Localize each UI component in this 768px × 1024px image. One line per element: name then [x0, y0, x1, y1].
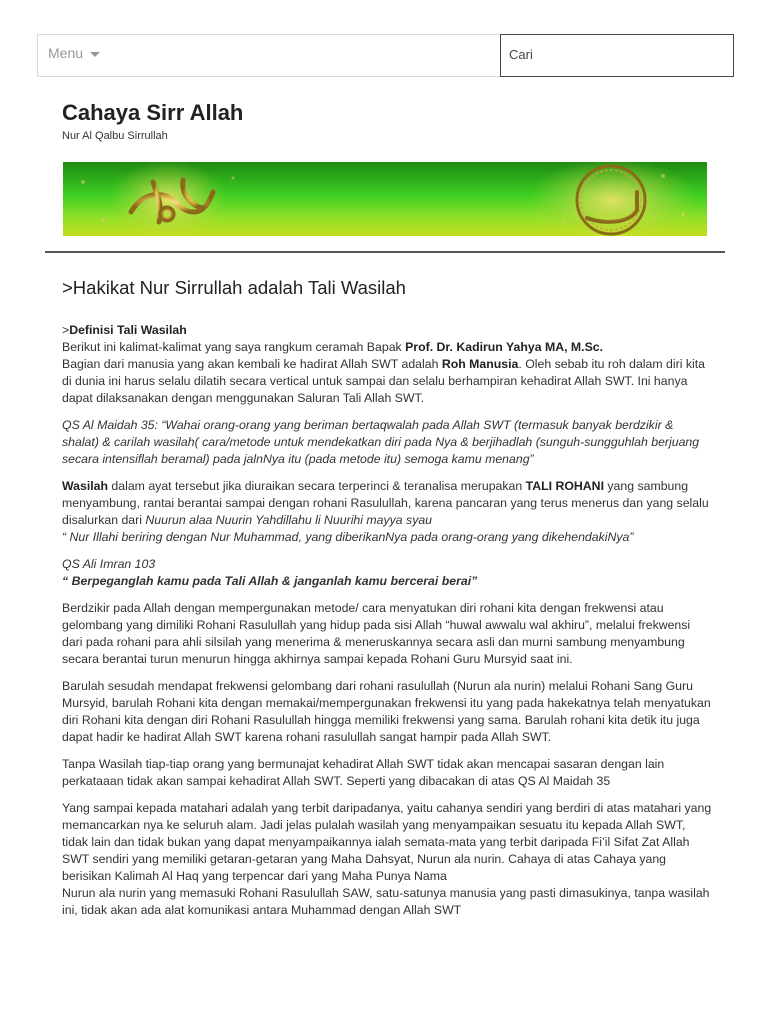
paragraph-definition — [62, 322, 712, 407]
quote-text: QS Al Maidah 35: “Wahai orang-orang yang beriman bertaqwalah pada Allah SWT (termasuk banyak berdzikir & shalat) & carilah wasilah( cara/metode untuk mendekatkan diri pada Nya & berjihadlah (sunguh-sungguhlah berjuang secara intensiflah beramal) pada jalnNya itu (pada metode itu) semoga kamu menang” — [62, 418, 700, 466]
tali-rohani-term: TALI ROHANI — [525, 479, 604, 493]
top-navbar — [37, 34, 733, 77]
paragraph-wasilah — [62, 478, 712, 546]
paragraph-tanpa-wasilah: Tanpa Wasilah tiap-tiap orang yang bermunajat kehadirat Allah SWT tidak akan mencapai sasaran dengan lain perkataaan tidak akan sampai kehadirat Allah SWT. Seperti yang dibacakan di atas QS Al Maidah 35 — [62, 757, 665, 788]
search-box — [500, 34, 734, 77]
site-title[interactable]: Cahaya Sirr Allah — [62, 100, 244, 125]
body-text: Yang sampai kepada matahari adalah yang terbit daripadanya, yaitu cahanya sendiri yang berdiri di atas matahari yang memancarkan nya ke seluruh alam. Jadi jelas pulalah wasilah yang menyampaikan sesuatu itu kepada Allah SWT, tidak lain dan tidak bukan yang dapat menyampaikannya ialah semata-mata yang terbit daripada Fi’il Sifat Zat Allah SWT sendiri yang memiliki getaran-getaran yang Maha Dahsyat, Nurun ala nurin. Cahaya di atas Cahaya yang berisikan Kalimah Al Haq yang terpencar dari yang Maha Punya Nama — [62, 801, 712, 883]
intro-text: Berikut ini kalimat-kalimat yang saya rangkum ceramah Bapak — [62, 340, 406, 354]
paragraph-berdzikir: Berdzikir pada Allah dengan mempergunakan metode/ cara menyatukan diri rohani kita dengan frekwensi atau gelombang yang dimiliki Rohani Rasulullah yang hidup pada sisi Allah “huwal awwalu wal akhiru”, melalui frekwensi dari pada rohani para ahli silsilah yang menerima & meneruskannya secara asli dan murni sambung menyambung secara berantai turun menurun hingga akhirnya sampai kepada Rohani Guru Mursyid saat ini. — [62, 601, 691, 666]
quote-text: Nuurun alaa Nuurin Yahdillahu li Nuurihi mayya syau — [145, 513, 433, 527]
body-text: Nurun ala nurin yang memasuki Rohani Rasulullah SAW, satu-satunya manusia yang pasti dimasukinya, tanpa wasilah ini, tidak akan ada alat komunikasi antara Muhammad dengan Allah SWT — [62, 886, 710, 917]
section-heading: Definisi Tali Wasilah — [69, 323, 187, 337]
wasilah-term: Wasilah — [62, 479, 109, 493]
body-text: yang sambung menyambung, rantai berantai sampai dengan rohani Rasulullah, karena pancaran yang terus menerus dan yang selalu disalurkan dari — [62, 479, 709, 527]
paragraph-frekwensi: Barulah sesudah mendapat frekwensi gelombang dari rohani rasulullah (Nurun ala nurin) melalui Rohani Sang Guru Mursyid, barulah Rohani kita dengan memakai/mempergunakan frekwensi itu yang pada hakekatnya telah menyatukan diri Rohani kita dengan diri Rohani Rasulullah hingga memiliki frekwensi yang sama. Barulah rohani kita detik itu juga dapat hadir ke hadirat Allah SWT karena rohani rasulullah sangat hampir pada Allah SWT. — [62, 679, 711, 744]
search-input[interactable] — [509, 47, 709, 62]
site-tagline: Nur Al Qalbu Sirrullah — [62, 130, 168, 142]
post-content — [62, 322, 712, 929]
body-text: dalam ayat tersebut jika diuraikan secara terperinci & teranalisa merupakan — [108, 479, 526, 493]
heading-prefix: > — [62, 323, 70, 337]
header-divider — [45, 251, 725, 253]
verse-reference: QS Ali Imran 103 — [62, 557, 156, 571]
post-title: >Hakikat Nur Sirrullah adalah Tali Wasilah — [62, 277, 406, 298]
paragraph-matahari — [62, 800, 712, 919]
quote-text: “ Berpeganglah kamu pada Tali Allah & janganlah kamu bercerai berai” — [62, 574, 478, 588]
menu-label: Menu — [48, 45, 84, 61]
roh-manusia-term: Roh Manusia — [441, 357, 519, 371]
paragraph-quote-maidah — [62, 417, 712, 468]
menu-button[interactable] — [48, 45, 100, 61]
speaker-name: Prof. Dr. Kadirun Yahya MA, M.Sc. — [405, 340, 604, 354]
quote-text: “ Nur Illahi beriring dengan Nur Muhammad, yang diberikanNya pada orang-orang yang dikehendakiNya” — [62, 530, 634, 544]
header-banner-image — [63, 162, 707, 236]
paragraph-quote-imran — [62, 556, 712, 590]
caret-down-icon — [90, 52, 100, 57]
body-text: . Oleh sebab itu roh dalam diri kita di dunia ini harus selalu dilatih secara vertical untuk sampai dan selalu berhampiran kehadirat Allah SWT. Ini hanya dapat dilaksanakan dengan menggunakan Saluran Tali Allah SWT. — [62, 357, 705, 405]
body-text: Bagian dari manusia yang akan kembali ke hadirat Allah SWT adalah — [62, 357, 442, 371]
